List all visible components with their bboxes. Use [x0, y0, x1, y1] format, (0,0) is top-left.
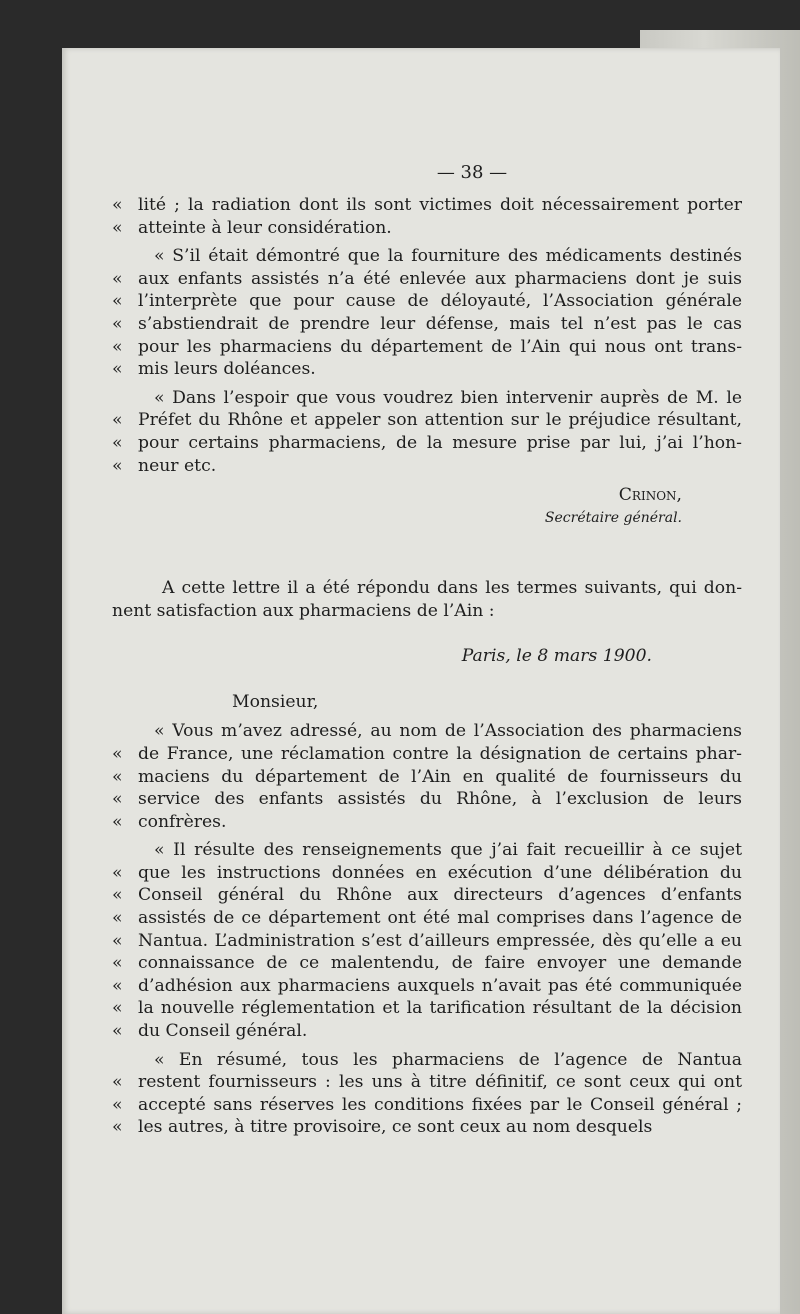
line-text: maciens du département de l’Ain en qualité de fournisseurs du — [138, 766, 742, 787]
quote-mark: « — [112, 195, 123, 215]
line-text: la nouvelle réglementation et la tarification résultant de la décision — [138, 998, 742, 1019]
quote-mark: « — [112, 743, 123, 764]
quote-mark: « — [112, 766, 123, 787]
quote-mark: « — [112, 1072, 123, 1093]
line-text: du Conseil général. — [138, 1021, 308, 1042]
quote-mark: « — [112, 455, 123, 476]
quote-mark: « — [112, 975, 123, 996]
page-text — [112, 160, 742, 1139]
line-text: de France, une réclamation contre la désignation de certains phar- — [138, 743, 742, 764]
line-text: assistés de ce département ont été mal comprises dans l’agence de — [138, 908, 742, 929]
line-text: « En résumé, tous les pharmaciens de l’agence de Nantua — [154, 1049, 742, 1070]
line-text: s’abstiendrait de prendre leur défense, mais tel n’est pas le cas — [138, 313, 742, 334]
line-text: mis leurs doléances. — [138, 359, 316, 380]
quote-mark: « — [112, 313, 123, 334]
text-line — [112, 358, 742, 381]
reply-intro-line: nent satisfaction aux pharmaciens de l’Ain : — [112, 600, 495, 621]
text-line — [112, 1094, 742, 1117]
text-line — [112, 432, 742, 455]
line-text: que les instructions données en exécution d’une délibération du — [138, 862, 742, 883]
text-line — [112, 743, 742, 766]
quote-mark: « — [112, 1021, 123, 1042]
quote-mark: « — [112, 217, 123, 238]
quote-mark: « — [112, 359, 123, 380]
text-line — [112, 313, 742, 336]
text-line — [112, 194, 742, 217]
text-line — [112, 952, 742, 975]
line-text: d’adhésion aux pharmaciens auxquels n’avait pas été communiquée — [138, 975, 742, 996]
text-line — [112, 245, 742, 268]
line-text: pour certains pharmaciens, de la mesure prise par lui, j’ai l’hon- — [138, 432, 742, 453]
quote-mark: « — [112, 291, 123, 312]
text-line — [112, 907, 742, 930]
text-line — [112, 1049, 742, 1072]
quote-mark: « — [112, 432, 123, 453]
quote-mark: « — [112, 885, 123, 906]
text-line — [112, 766, 742, 789]
text-line — [112, 884, 742, 907]
letter-date: Paris, le 8 mars 1900. — [461, 646, 652, 667]
quote-mark: « — [112, 1117, 123, 1138]
text-line — [112, 862, 742, 885]
paragraph-findings — [112, 839, 742, 1042]
reply-intro-line: A cette lettre il a été répondu dans les termes suivants, qui don- — [162, 578, 742, 599]
text-line — [112, 975, 742, 998]
line-text: Conseil général du Rhône aux directeurs d’agences d’enfants — [138, 885, 742, 906]
quote-mark: « — [112, 998, 123, 1019]
quote-mark: « — [112, 908, 123, 929]
text-line — [112, 997, 742, 1020]
paragraph-reclamation — [112, 720, 742, 833]
line-text: accepté sans réserves les conditions fixées par le Conseil général ; — [138, 1094, 742, 1115]
line-text: Préfet du Rhône et appeler son attention sur le préjudice résultant, — [138, 410, 742, 431]
quote-mark: « — [112, 268, 123, 289]
signature-title: Secrétaire général. — [544, 510, 682, 527]
line-text: Nantua. L’administration s’est d’ailleurs empressée, dès qu’elle a eu — [138, 930, 742, 951]
line-text: l’interprète que pour cause de déloyauté, l’Association générale — [138, 291, 742, 312]
line-text: neur etc. — [138, 455, 217, 476]
line-text: restent fournisseurs : les uns à titre définitif, ce sont ceux qui ont — [138, 1072, 742, 1093]
line-text: « Dans l’espoir que vous voudrez bien intervenir auprès de M. le — [154, 387, 742, 408]
line-text: atteinte à leur considération. — [138, 217, 392, 238]
quote-mark: « — [112, 862, 123, 883]
text-line — [112, 788, 742, 811]
text-line — [112, 1020, 742, 1043]
salutation: Monsieur, — [232, 692, 319, 713]
text-line — [112, 1116, 742, 1139]
line-text: confrères. — [138, 811, 227, 832]
text-line — [112, 1071, 742, 1094]
text-line — [112, 217, 742, 240]
text-line — [112, 811, 742, 834]
quote-mark: « — [112, 336, 123, 357]
quote-mark: « — [112, 410, 123, 431]
text-line — [112, 387, 742, 410]
line-text: service des enfants assistés du Rhône, à l’exclusion de leurs — [138, 789, 742, 810]
quote-mark: « — [112, 811, 123, 832]
text-line — [112, 930, 742, 953]
signature-name: Crinon, — [618, 485, 682, 506]
paragraph-request — [112, 387, 742, 477]
line-text: « Il résulte des renseignements que j’ai fait recueillir à ce sujet — [154, 840, 742, 861]
paragraph-continuation — [112, 194, 742, 239]
text-line — [112, 409, 742, 432]
quote-mark: « — [112, 953, 123, 974]
text-line — [112, 839, 742, 862]
line-text: pour les pharmaciens du département de l’Ain qui nous ont trans- — [138, 336, 742, 357]
line-text: aux enfants assistés n’a été enlevée aux pharmaciens dont je suis — [138, 268, 742, 289]
line-text: « Vous m’avez adressé, au nom de l’Association des pharmaciens — [154, 721, 742, 742]
text-line — [112, 336, 742, 359]
text-line — [112, 290, 742, 313]
paragraph-summary — [112, 1049, 742, 1139]
paragraph-demonstration — [112, 245, 742, 381]
line-text: lité ; la radiation dont ils sont victimes doit nécessairement porter — [138, 195, 742, 215]
line-text: connaissance de ce malentendu, de faire envoyer une demande — [138, 953, 742, 974]
line-text: « S’il était démontré que la fourniture des médicaments destinés — [154, 246, 742, 267]
page-number: — 38 — — [436, 162, 508, 183]
quote-mark: « — [112, 930, 123, 951]
quote-mark: « — [112, 1094, 123, 1115]
reply-intro — [112, 577, 742, 622]
text-line — [112, 720, 742, 743]
text-line — [112, 455, 742, 478]
text-line — [112, 268, 742, 291]
quote-mark: « — [112, 789, 123, 810]
line-text: les autres, à titre provisoire, ce sont ceux au nom desquels — [138, 1117, 653, 1138]
